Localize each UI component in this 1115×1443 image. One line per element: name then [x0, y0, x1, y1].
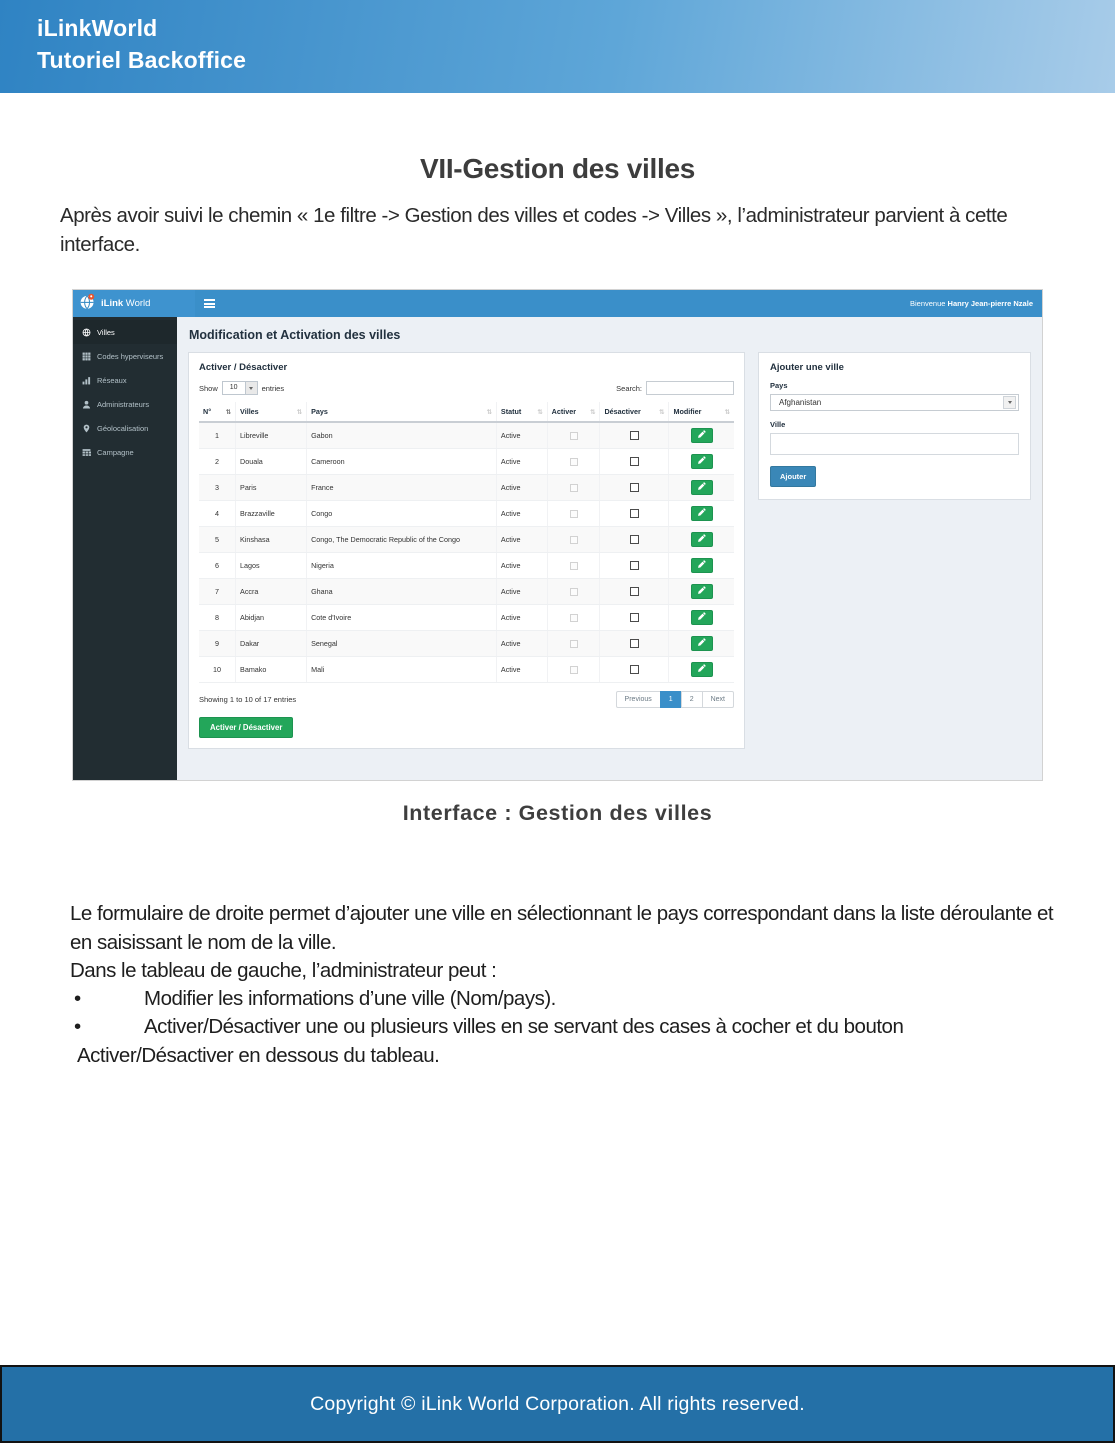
- cell-modifier: [669, 526, 734, 552]
- desactiver-checkbox[interactable]: [630, 509, 639, 518]
- table-row: [199, 526, 734, 552]
- user-icon: [82, 400, 91, 409]
- sidebar-item-label: Codes hyperviseurs: [97, 351, 164, 361]
- activer-checkbox[interactable]: [570, 614, 578, 622]
- table-icon: [82, 448, 91, 457]
- sort-icon: ⇅: [659, 407, 665, 416]
- bullet-item-2-continuation: Activer/Désactiver en dessous du tableau.: [77, 1043, 440, 1067]
- cell-activer: [547, 526, 600, 552]
- table-row: [199, 474, 734, 500]
- cell-activer: [547, 656, 600, 682]
- edit-ville-button[interactable]: [691, 506, 713, 521]
- sidebar-item-label: Géolocalisation: [97, 423, 149, 433]
- header-statut[interactable]: Statut ⇅: [496, 402, 547, 422]
- cell-modifier: [669, 474, 734, 500]
- sidebar-item-label: Administrateurs: [97, 399, 150, 409]
- doc-header-line1: iLinkWorld: [37, 15, 158, 41]
- cell-modifier: [669, 552, 734, 578]
- header-villes[interactable]: Villes ⇅: [236, 402, 307, 422]
- cell-statut: Active: [496, 526, 547, 552]
- edit-ville-button[interactable]: [691, 584, 713, 599]
- content-heading: Modification et Activation des villes: [189, 328, 401, 343]
- table-header-row: [199, 402, 734, 422]
- screenshot-caption: Interface : Gestion des villes: [402, 801, 713, 826]
- signal-icon: [82, 376, 91, 385]
- cell-pays: Senegal: [307, 630, 497, 656]
- desactiver-checkbox[interactable]: [630, 587, 639, 596]
- cell-statut: Active: [496, 578, 547, 604]
- cell-statut: Active: [496, 474, 547, 500]
- pagination-page-1[interactable]: 1: [660, 691, 682, 708]
- sort-icon: ⇅: [296, 407, 303, 416]
- pencil-square-icon: [697, 456, 706, 467]
- bullet-marker: •: [74, 1015, 81, 1039]
- pays-select[interactable]: Afghanistan: [770, 394, 1019, 411]
- header-pays[interactable]: Pays ⇅: [307, 402, 497, 422]
- cell-statut: Active: [496, 552, 547, 578]
- cell-ville: Abidjan: [236, 604, 307, 630]
- globe-pin-logo-icon: [79, 293, 96, 315]
- cell-statut: Active: [496, 604, 547, 630]
- cell-n: 10: [199, 656, 236, 682]
- pencil-square-icon: [697, 664, 706, 675]
- body-paragraph-1: Le formulaire de droite permet d’ajouter une ville en sélectionnant le pays correspondant dans la liste déroulante et en saisissant le nom de la ville.: [70, 902, 1054, 954]
- cell-activer: [547, 578, 600, 604]
- cell-pays: Ghana: [307, 578, 497, 604]
- table-row: [199, 552, 734, 578]
- form-card-title: Ajouter une ville: [770, 362, 844, 374]
- activer-checkbox[interactable]: [570, 458, 578, 466]
- entries-label: entries: [261, 383, 285, 393]
- desactiver-checkbox[interactable]: [630, 483, 639, 492]
- edit-ville-button[interactable]: [691, 532, 713, 547]
- activer-checkbox[interactable]: [570, 640, 578, 648]
- cell-n: 6: [199, 552, 236, 578]
- cell-pays: Congo: [307, 500, 497, 526]
- sidebar-item-label: Campagne: [97, 447, 134, 457]
- backoffice-screenshot: [72, 289, 1043, 781]
- pencil-square-icon: [697, 508, 706, 519]
- activer-checkbox[interactable]: [570, 510, 578, 518]
- cell-statut: Active: [496, 500, 547, 526]
- cell-n: 4: [199, 500, 236, 526]
- edit-ville-button[interactable]: [691, 454, 713, 469]
- sort-icon: ⇅: [225, 407, 232, 416]
- cell-desactiver: [600, 448, 669, 474]
- cell-ville: Accra: [236, 578, 307, 604]
- cell-modifier: [669, 604, 734, 630]
- search-input[interactable]: [646, 381, 734, 395]
- cell-activer: [547, 474, 600, 500]
- cell-activer: [547, 604, 600, 630]
- cell-statut: Active: [496, 422, 547, 448]
- sidebar-item-campagne[interactable]: [73, 440, 177, 464]
- ville-input[interactable]: [770, 433, 1019, 455]
- cell-pays: Mali: [307, 656, 497, 682]
- cell-n: 3: [199, 474, 236, 500]
- cell-modifier: [669, 630, 734, 656]
- doc-header-line2: Tutoriel Backoffice: [37, 47, 247, 74]
- search-label: Search:: [616, 383, 642, 393]
- sidebar-item-label: Villes: [97, 327, 115, 337]
- welcome-text: Bienvenue Hanry Jean-pierre Nzale: [910, 299, 1033, 309]
- doc-footer: [0, 1365, 1115, 1443]
- table-summary: Showing 1 to 10 of 17 entries: [199, 694, 297, 704]
- cell-n: 8: [199, 604, 236, 630]
- ajouter-button[interactable]: Ajouter: [770, 466, 816, 487]
- cell-n: 5: [199, 526, 236, 552]
- pencil-square-icon: [697, 638, 706, 649]
- table-row: [199, 448, 734, 474]
- chevron-down-icon: [245, 382, 257, 394]
- cell-pays: Congo, The Democratic Republic of the Congo: [307, 526, 497, 552]
- header-activer[interactable]: Activer ⇅: [547, 402, 600, 422]
- body-paragraph-2: Dans le tableau de gauche, l’administrateur peut :: [70, 958, 497, 982]
- edit-ville-button[interactable]: [691, 558, 713, 573]
- desactiver-checkbox[interactable]: [630, 457, 639, 466]
- cell-modifier: [669, 500, 734, 526]
- cell-desactiver: [600, 604, 669, 630]
- cell-statut: Active: [496, 630, 547, 656]
- page-size-control: [199, 381, 284, 395]
- chevron-down-icon: [1003, 396, 1016, 409]
- show-label: Show: [199, 383, 218, 393]
- activer-desactiver-button[interactable]: Activer / Désactiver: [199, 717, 293, 738]
- villes-table: [199, 402, 734, 683]
- cell-pays: Cote d'Ivoire: [307, 604, 497, 630]
- cell-desactiver: [600, 500, 669, 526]
- cell-ville: Douala: [236, 448, 307, 474]
- bullet-marker: •: [74, 987, 81, 1011]
- content-area: [177, 317, 1042, 780]
- pencil-square-icon: [697, 586, 706, 597]
- desactiver-checkbox[interactable]: [630, 535, 639, 544]
- bullet-item-1: • Modifier les informations d’une ville (Nom/pays).: [70, 985, 1055, 1013]
- app-logo[interactable]: [73, 290, 195, 317]
- cell-n: 7: [199, 578, 236, 604]
- body-text: [70, 900, 1055, 1070]
- pagination-next[interactable]: Next: [702, 691, 734, 708]
- sidebar-item-administrateurs[interactable]: [73, 392, 177, 416]
- cell-activer: [547, 448, 600, 474]
- page-title: VII-Gestion des villes: [419, 153, 696, 184]
- bullet-item-2: • Activer/Désactiver une ou plusieurs villes en se servant des cases à cocher et du bouton: [70, 1013, 1055, 1041]
- ajouter-ville-card: [758, 352, 1031, 500]
- app-navbar: [195, 290, 1042, 317]
- app-topbar: [73, 290, 1042, 317]
- sidebar-item-label: Réseaux: [97, 375, 127, 385]
- activer-checkbox[interactable]: [570, 666, 578, 674]
- header-n[interactable]: N° ⇅: [199, 402, 236, 422]
- cell-ville: Paris: [236, 474, 307, 500]
- sidebar-toggle-button[interactable]: [204, 299, 215, 308]
- cell-modifier: [669, 656, 734, 682]
- intro-paragraph: Après avoir suivi le chemin « 1e filtre -> Gestion des villes et codes -> Villes », l’administrateur parvient à cette interface.: [60, 204, 1008, 257]
- table-card-title: Activer / Désactiver: [199, 362, 288, 374]
- cell-activer: [547, 630, 600, 656]
- cell-ville: Libreville: [236, 422, 307, 448]
- cell-desactiver: [600, 526, 669, 552]
- desactiver-checkbox[interactable]: [630, 613, 639, 622]
- sort-icon: ⇅: [590, 407, 596, 416]
- cell-ville: Brazzaville: [236, 500, 307, 526]
- cell-modifier: [669, 448, 734, 474]
- edit-ville-button[interactable]: [691, 428, 713, 443]
- villes-table-card: [188, 352, 745, 749]
- pencil-square-icon: [697, 612, 706, 623]
- app-logo-text: iLink World: [101, 298, 151, 310]
- sidebar-item-geolocalisation[interactable]: [73, 416, 177, 440]
- sort-icon: ⇅: [724, 407, 730, 416]
- pin-icon: [82, 424, 91, 433]
- pagination-page-2[interactable]: 2: [681, 691, 703, 708]
- cell-desactiver: [600, 630, 669, 656]
- cell-statut: Active: [496, 656, 547, 682]
- cell-desactiver: [600, 578, 669, 604]
- activer-checkbox[interactable]: [570, 536, 578, 544]
- edit-ville-button[interactable]: [691, 636, 713, 651]
- pagination: [617, 691, 734, 708]
- cell-desactiver: [600, 552, 669, 578]
- table-row: [199, 604, 734, 630]
- table-row: [199, 500, 734, 526]
- header-modifier[interactable]: Modifier ⇅: [669, 402, 734, 422]
- pencil-square-icon: [697, 534, 706, 545]
- ville-label: Ville: [770, 420, 786, 430]
- activer-checkbox[interactable]: [570, 588, 578, 596]
- sidebar: [73, 317, 177, 780]
- sidebar-item-villes[interactable]: [73, 320, 177, 344]
- table-row: [199, 422, 734, 448]
- pencil-square-icon: [697, 430, 706, 441]
- cell-modifier: [669, 578, 734, 604]
- cell-activer: [547, 500, 600, 526]
- edit-ville-button[interactable]: [691, 662, 713, 677]
- cell-desactiver: [600, 422, 669, 448]
- pencil-square-icon: [697, 560, 706, 571]
- activer-checkbox[interactable]: [570, 562, 578, 570]
- table-row: [199, 630, 734, 656]
- grid-icon: [82, 352, 91, 361]
- pencil-square-icon: [697, 482, 706, 493]
- cell-pays: Gabon: [307, 422, 497, 448]
- table-row: [199, 656, 734, 682]
- cell-pays: Nigeria: [307, 552, 497, 578]
- sort-icon: ⇅: [537, 407, 543, 416]
- cell-n: 9: [199, 630, 236, 656]
- cell-statut: Active: [496, 448, 547, 474]
- activer-checkbox[interactable]: [570, 484, 578, 492]
- cell-modifier: [669, 422, 734, 448]
- edit-ville-button[interactable]: [691, 480, 713, 495]
- pays-label: Pays: [770, 381, 788, 391]
- cell-pays: France: [307, 474, 497, 500]
- sort-icon: ⇅: [486, 407, 492, 416]
- cell-ville: Dakar: [236, 630, 307, 656]
- copyright-text: Copyright © iLink World Corporation. All rights reserved.: [310, 1392, 805, 1415]
- header-desactiver[interactable]: Désactiver ⇅: [600, 402, 669, 422]
- desactiver-checkbox[interactable]: [630, 639, 639, 648]
- pagination-previous[interactable]: Previous: [616, 691, 661, 708]
- cell-n: 2: [199, 448, 236, 474]
- sidebar-item-codes-hyperviseurs[interactable]: [73, 344, 177, 368]
- desactiver-checkbox[interactable]: [630, 431, 639, 440]
- doc-header: [0, 0, 1115, 93]
- cell-ville: Bamako: [236, 656, 307, 682]
- cell-desactiver: [600, 474, 669, 500]
- cell-activer: [547, 422, 600, 448]
- search-control: [616, 381, 734, 395]
- table-row: [199, 578, 734, 604]
- cell-desactiver: [600, 656, 669, 682]
- sidebar-item-reseaux[interactable]: [73, 368, 177, 392]
- page-size-select[interactable]: 10: [222, 381, 258, 395]
- cell-pays: Cameroon: [307, 448, 497, 474]
- cell-ville: Kinshasa: [236, 526, 307, 552]
- desactiver-checkbox[interactable]: [630, 665, 639, 674]
- cell-ville: Lagos: [236, 552, 307, 578]
- desactiver-checkbox[interactable]: [630, 561, 639, 570]
- globe-icon: [82, 328, 91, 337]
- activer-checkbox[interactable]: [570, 432, 578, 440]
- cell-n: 1: [199, 422, 236, 448]
- cell-activer: [547, 552, 600, 578]
- edit-ville-button[interactable]: [691, 610, 713, 625]
